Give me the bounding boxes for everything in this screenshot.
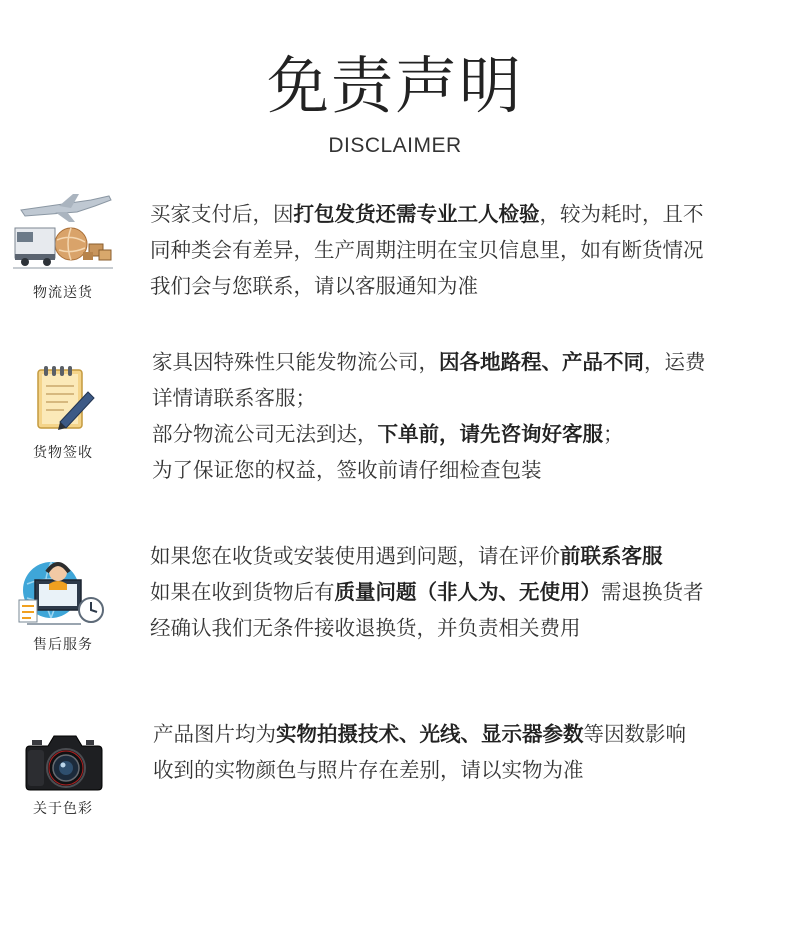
section-label: 货物签收 <box>33 445 93 461</box>
text-line: 同种类会有差异，生产周期注明在宝贝信息里，如有断货情况 <box>150 238 704 262</box>
text-line: 如果在收到货物后有质量问题（非人为、无使用）需退换货者 <box>150 580 704 604</box>
camera-icon-block <box>10 732 116 818</box>
section-text <box>150 196 704 304</box>
page-header <box>0 46 790 158</box>
section-label: 关于色彩 <box>33 801 93 817</box>
page-title: 免责声明 <box>266 49 523 122</box>
section-label: 售后服务 <box>33 637 93 653</box>
emphasis-text: 质量问题（非人为、无使用） <box>334 580 601 604</box>
text-line: 产品图片均为实物拍摄技术、光线、显示器参数等因数影响 <box>153 722 686 746</box>
section-logistics <box>0 192 790 312</box>
text-line: 家具因特殊性只能发物流公司，因各地路程、产品不同，运费 <box>152 350 706 374</box>
text-line: 详情请联系客服； <box>152 386 316 410</box>
section-text <box>152 344 706 488</box>
section-goods-receipt <box>0 342 790 492</box>
logistics-icon-block <box>10 192 116 302</box>
text-line: 我们会与您联系，请以客服通知为准 <box>150 274 478 298</box>
section-label: 物流送货 <box>33 285 93 301</box>
camera-icon <box>22 732 104 792</box>
logistics-icon <box>11 192 115 276</box>
section-text <box>153 716 686 788</box>
notepad-icon <box>28 364 98 436</box>
text-line: 部分物流公司无法到达，下单前，请先咨询好客服； <box>152 422 624 446</box>
emphasis-text: 前联系客服 <box>560 544 663 568</box>
text-line: 为了保证您的权益，签收前请仔细检查包装 <box>152 458 542 482</box>
text-line: 收到的实物颜色与照片存在差别，请以实物为准 <box>153 758 584 782</box>
emphasis-text: 实物拍摄技术、光线、显示器参数 <box>276 722 584 746</box>
customer-service-icon-block <box>10 554 116 654</box>
text-line: 经确认我们无条件接收退换货，并负责相关费用 <box>150 616 581 640</box>
emphasis-text: 因各地路程、产品不同 <box>439 350 644 374</box>
customer-service-icon <box>17 554 109 628</box>
text-line: 如果您在收货或安装使用遇到问题，请在评价前联系客服 <box>150 544 663 568</box>
section-color <box>0 714 790 834</box>
notepad-icon-block <box>10 364 116 462</box>
emphasis-text: 下单前，请先咨询好客服 <box>377 422 603 446</box>
section-text <box>150 538 704 646</box>
page-subtitle: DISCLAIMER <box>328 134 462 157</box>
emphasis-text: 打包发货还需专业工人检验 <box>293 202 540 226</box>
text-line: 买家支付后，因打包发货还需专业工人检验，较为耗时，且不 <box>150 202 704 226</box>
section-after-sales <box>0 536 790 666</box>
